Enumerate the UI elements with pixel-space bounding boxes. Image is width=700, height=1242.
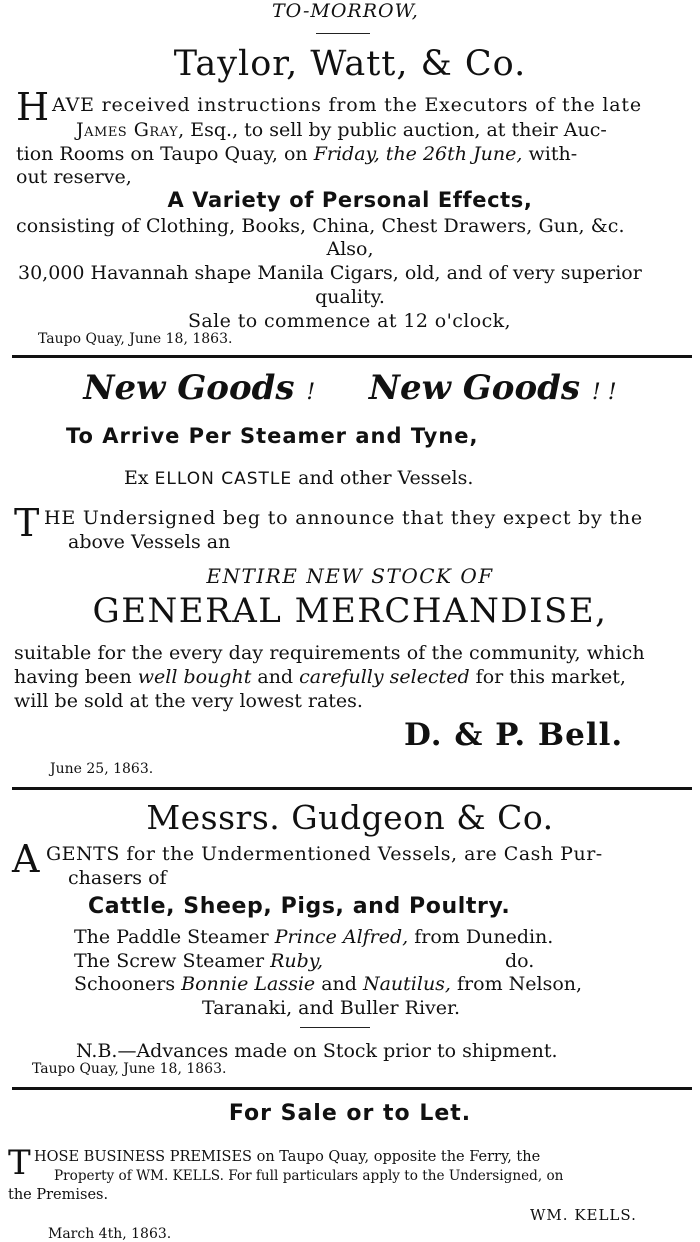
ad3-firm-name: Messrs. Gudgeon & Co. xyxy=(146,798,554,837)
ad2-line2: above Vessels an xyxy=(68,531,231,553)
ad3-vessel-1 xyxy=(74,925,553,949)
ad2-new-goods-1: New Goods xyxy=(83,368,295,408)
ad1-also: Also, xyxy=(326,238,374,260)
ad2-exclaim-1: ! xyxy=(306,380,316,405)
ad4-line2: Property of WM. KELLS. For full particulars apply to the Undersigned, on xyxy=(54,1168,564,1184)
ad4-line3: the Premises. xyxy=(8,1187,109,1203)
ad3-vessel-2 xyxy=(74,949,323,973)
ad3-line2: chasers of xyxy=(68,867,167,889)
ad4-headline: For Sale or to Let. xyxy=(228,1101,472,1126)
ad1-line3-b: with- xyxy=(522,143,578,165)
ad3-nb: N.B.—Advances made on Stock prior to shipment. xyxy=(76,1040,558,1062)
ad1-sale-time: Sale to commence at 12 o'clock, xyxy=(188,310,511,332)
ad2-line1: HE Undersigned beg to announce that they expect by the xyxy=(44,507,643,529)
short-divider xyxy=(316,33,370,34)
ad2-general-merchandise: GENERAL MERCHANDISE, xyxy=(92,591,608,631)
ad1-line7: quality. xyxy=(315,286,385,308)
ad2-arrive-line: To Arrive Per Steamer and Tyne, xyxy=(66,424,479,448)
ad2-new-goods-2: New Goods xyxy=(368,368,581,408)
ad2-line3: suitable for the every day requirements of the community, which xyxy=(14,642,645,664)
ad3-bonnie-lassie: Bonnie Lassie xyxy=(181,973,316,995)
ad3-nautilus: Nautilus, xyxy=(362,973,451,995)
ad3-l3-b: and xyxy=(315,973,363,995)
ad3-ruby: Ruby, xyxy=(270,950,324,972)
ad2-exclaim-2: ! ! xyxy=(591,380,617,405)
ad2-line4-c: for this market, xyxy=(469,666,626,688)
ad2-carefully-selected: carefully selected xyxy=(299,666,470,688)
ad3-drop-cap: A xyxy=(12,837,40,881)
ad1-line6: 30,000 Havannah shape Manila Cigars, old, and of very superior xyxy=(18,262,642,284)
ad2-ex-b: and other Vessels. xyxy=(292,467,474,489)
ad1-line2 xyxy=(76,118,607,142)
ad1-line2-rest: , Esq., to sell by public auction, at their Auc- xyxy=(178,119,607,141)
section-rule xyxy=(12,1087,692,1090)
ad4-date-partial: March 4th, 1863. xyxy=(48,1226,172,1242)
ad2-date: June 25, 1863. xyxy=(50,761,154,777)
ad2-line4-a: having been xyxy=(14,666,138,688)
ad3-headline: Cattle, Sheep, Pigs, and Poultry. xyxy=(88,894,511,919)
ad2-ex-a: Ex xyxy=(124,467,155,489)
ad1-dateline: Taupo Quay, June 18, 1863. xyxy=(38,331,233,347)
ad3-l3-c: from Nelson, xyxy=(450,973,583,995)
ad1-line5: consisting of Clothing, Books, China, Chest Drawers, Gun, &c. xyxy=(16,215,625,237)
ad2-line4 xyxy=(14,665,626,689)
ad2-headline xyxy=(0,366,700,415)
to-morrow-heading: TO-MORROW, xyxy=(272,0,419,22)
ad4-line1: HOSE BUSINESS PREMISES on Taupo Quay, opposite the Ferry, the xyxy=(34,1149,541,1165)
ad3-vessel-4: Taranaki, and Buller River. xyxy=(202,997,461,1019)
ad3-ditto: do. xyxy=(505,950,535,972)
ad3-dateline: Taupo Quay, June 18, 1863. xyxy=(32,1061,227,1077)
ad3-l1-b: from Dunedin. xyxy=(408,926,554,948)
ad3-l3-a: Schooners xyxy=(74,973,182,995)
ad1-line3-a: tion Rooms on Taupo Quay, on xyxy=(16,143,314,165)
ad3-vessel-3 xyxy=(74,972,582,996)
section-rule xyxy=(12,355,692,358)
ad1-sale-date: Friday, the 26th June, xyxy=(313,143,523,165)
ad2-line5: will be sold at the very lowest rates. xyxy=(14,690,363,712)
ad4-drop-cap: T xyxy=(8,1143,31,1183)
ad3-prince-alfred: Prince Alfred, xyxy=(274,926,409,948)
ad2-drop-cap: T xyxy=(14,501,40,545)
ad3-l1-a: The Paddle Steamer xyxy=(74,926,275,948)
section-rule xyxy=(12,787,692,790)
ad2-ex-line xyxy=(124,466,473,491)
ad2-entire-line: ENTIRE NEW STOCK OF xyxy=(206,564,494,588)
ad2-ship-name: ELLON CASTLE xyxy=(154,469,293,489)
ad1-firm-name: Taylor, Watt, & Co. xyxy=(173,44,527,84)
ad1-executor-name: James Gray xyxy=(76,119,179,141)
ad4-signature: WM. KELLS. xyxy=(530,1206,637,1224)
ad1-headline: A Variety of Personal Effects, xyxy=(167,188,533,212)
ad2-signature: D. & P. Bell. xyxy=(404,717,624,753)
ad1-line1: AVE received instructions from the Executors of the late xyxy=(52,94,642,116)
ad1-drop-cap: H xyxy=(16,85,50,129)
ad3-line1: GENTS for the Undermentioned Vessels, are Cash Pur- xyxy=(46,843,603,865)
ad2-line4-b: and xyxy=(251,666,300,688)
ad3-l2-a: The Screw Steamer xyxy=(74,950,271,972)
ad1-line4: out reserve, xyxy=(16,166,132,188)
short-divider xyxy=(300,1027,370,1028)
ad2-well-bought: well bought xyxy=(137,666,252,688)
ad1-line3 xyxy=(16,142,577,166)
